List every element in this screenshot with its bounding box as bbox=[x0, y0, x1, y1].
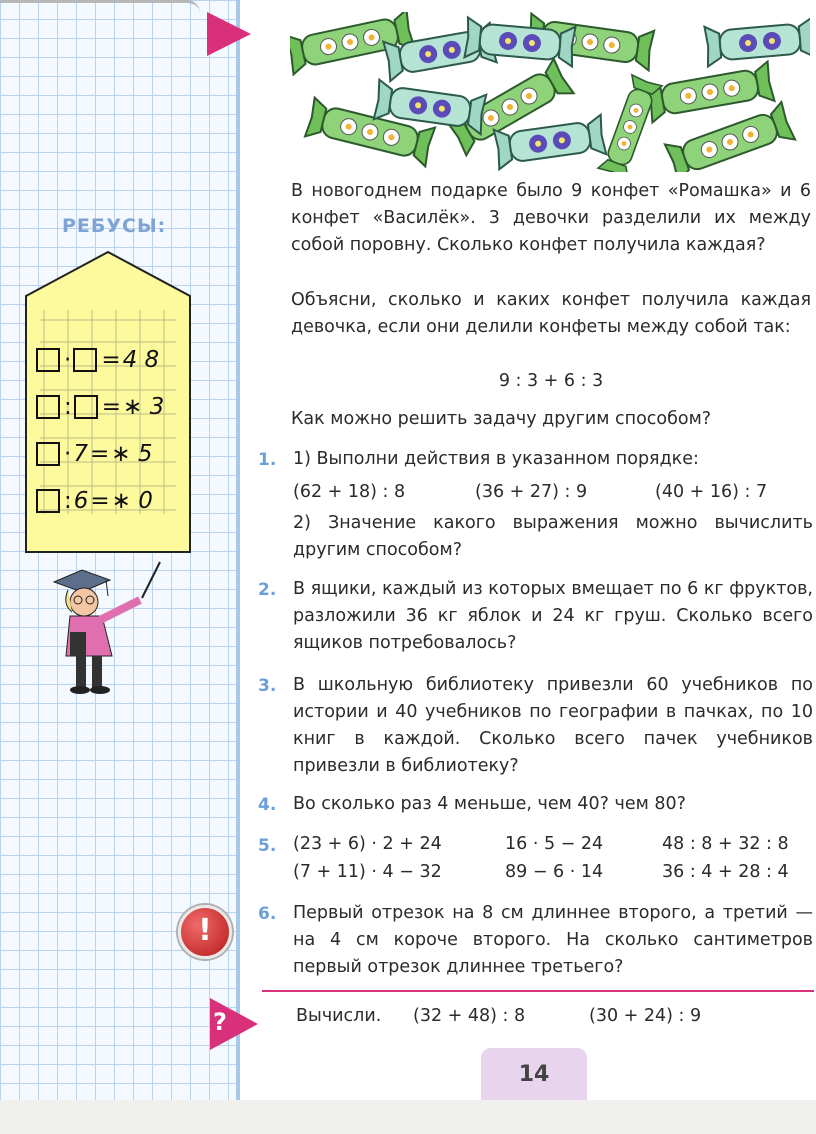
task-4-text: Во сколько раз 4 меньше, чем 40? чем 80? bbox=[293, 794, 686, 814]
candy-illustration bbox=[290, 12, 810, 172]
task-3-text: В школьную библиотеку привезли 60 учебников по истории и 40 учебников по географии в пачках, по 10 книг в каждой. Сколько всего пачек учебников привезли в библиотеку? bbox=[293, 675, 813, 776]
rebus-rows bbox=[36, 336, 186, 524]
task-number: 6. bbox=[258, 904, 277, 924]
task-number: 5. bbox=[258, 836, 277, 856]
question-mark-icon: ? bbox=[213, 1008, 227, 1036]
rebus-row: · = 4 8 bbox=[36, 336, 186, 383]
task-5-expr: 48 : 8 + 32 : 8 bbox=[662, 834, 789, 854]
task-number: 1. bbox=[258, 450, 277, 470]
bottom-expr: (30 + 24) : 9 bbox=[589, 1006, 702, 1026]
page-number: 14 bbox=[518, 1062, 550, 1087]
intro-paragraph: В новогоднем подарке было 9 конфет «Ромашка» и 6 конфет «Василёк». 3 девочки разделили их между собой поровну. Сколько конфет получила каждая? bbox=[291, 181, 811, 255]
task-5-expr: (23 + 6) · 2 + 24 bbox=[293, 834, 442, 854]
intro-paragraph-2: Объясни, сколько и каких конфет получила каждая девочка, если они делили конфеты между собой так: bbox=[291, 290, 811, 337]
rebus-row: : = ∗ 3 bbox=[36, 383, 186, 430]
intro-question: Как можно решить задачу другим способом? bbox=[291, 409, 712, 429]
empty-square-icon bbox=[36, 348, 60, 372]
task-5-expr: 36 : 4 + 28 : 4 bbox=[662, 862, 789, 882]
bottom-band bbox=[0, 1100, 816, 1134]
task-5-expr: 89 − 6 · 14 bbox=[505, 862, 604, 882]
task-1-text-2: 2) Значение какого выражения можно вычислить другим способом? bbox=[293, 513, 813, 560]
divider-line bbox=[262, 990, 814, 992]
rebus-row: · 7 = ∗ 5 bbox=[36, 430, 186, 477]
teacher-figure-icon bbox=[44, 560, 164, 700]
page-corner bbox=[0, 0, 200, 13]
bottom-label: Вычисли. bbox=[296, 1006, 382, 1026]
task-1-expr: (40 + 16) : 7 bbox=[655, 482, 768, 502]
intro-formula: 9 : 3 + 6 : 3 bbox=[498, 371, 604, 391]
empty-square-icon bbox=[73, 348, 97, 372]
task-2-text: В ящики, каждый из которых вмещает по 6 кг фруктов, разложили 36 кг яблок и 24 кг груш. Сколько всего ящиков потребовалось? bbox=[293, 579, 813, 653]
task-1-expr: (62 + 18) : 8 bbox=[293, 482, 406, 502]
empty-square-icon bbox=[36, 395, 60, 419]
task-number: 3. bbox=[258, 676, 277, 696]
corner-triangle-top bbox=[207, 12, 251, 56]
rebus-row: : 6 = ∗ 0 bbox=[36, 477, 186, 524]
empty-square-icon bbox=[74, 395, 98, 419]
important-icon: ! bbox=[178, 905, 232, 959]
task-5-expr: 16 · 5 − 24 bbox=[505, 834, 604, 854]
empty-square-icon bbox=[36, 442, 60, 466]
task-1-text: 1) Выполни действия в указанном порядке: bbox=[293, 449, 699, 469]
task-5-expr: (7 + 11) · 4 − 32 bbox=[293, 862, 442, 882]
bottom-expr: (32 + 48) : 8 bbox=[413, 1006, 526, 1026]
empty-square-icon bbox=[36, 489, 60, 513]
task-6-text: Первый отрезок на 8 см длиннее второго, а третий — на 4 см короче второго. На сколько сантиметров первый отрезок длиннее третьего? bbox=[293, 903, 813, 977]
rebus-label: РЕБУСЫ: bbox=[62, 215, 167, 237]
task-1-expr: (36 + 27) : 9 bbox=[475, 482, 588, 502]
task-number: 4. bbox=[258, 795, 277, 815]
task-number: 2. bbox=[258, 580, 277, 600]
